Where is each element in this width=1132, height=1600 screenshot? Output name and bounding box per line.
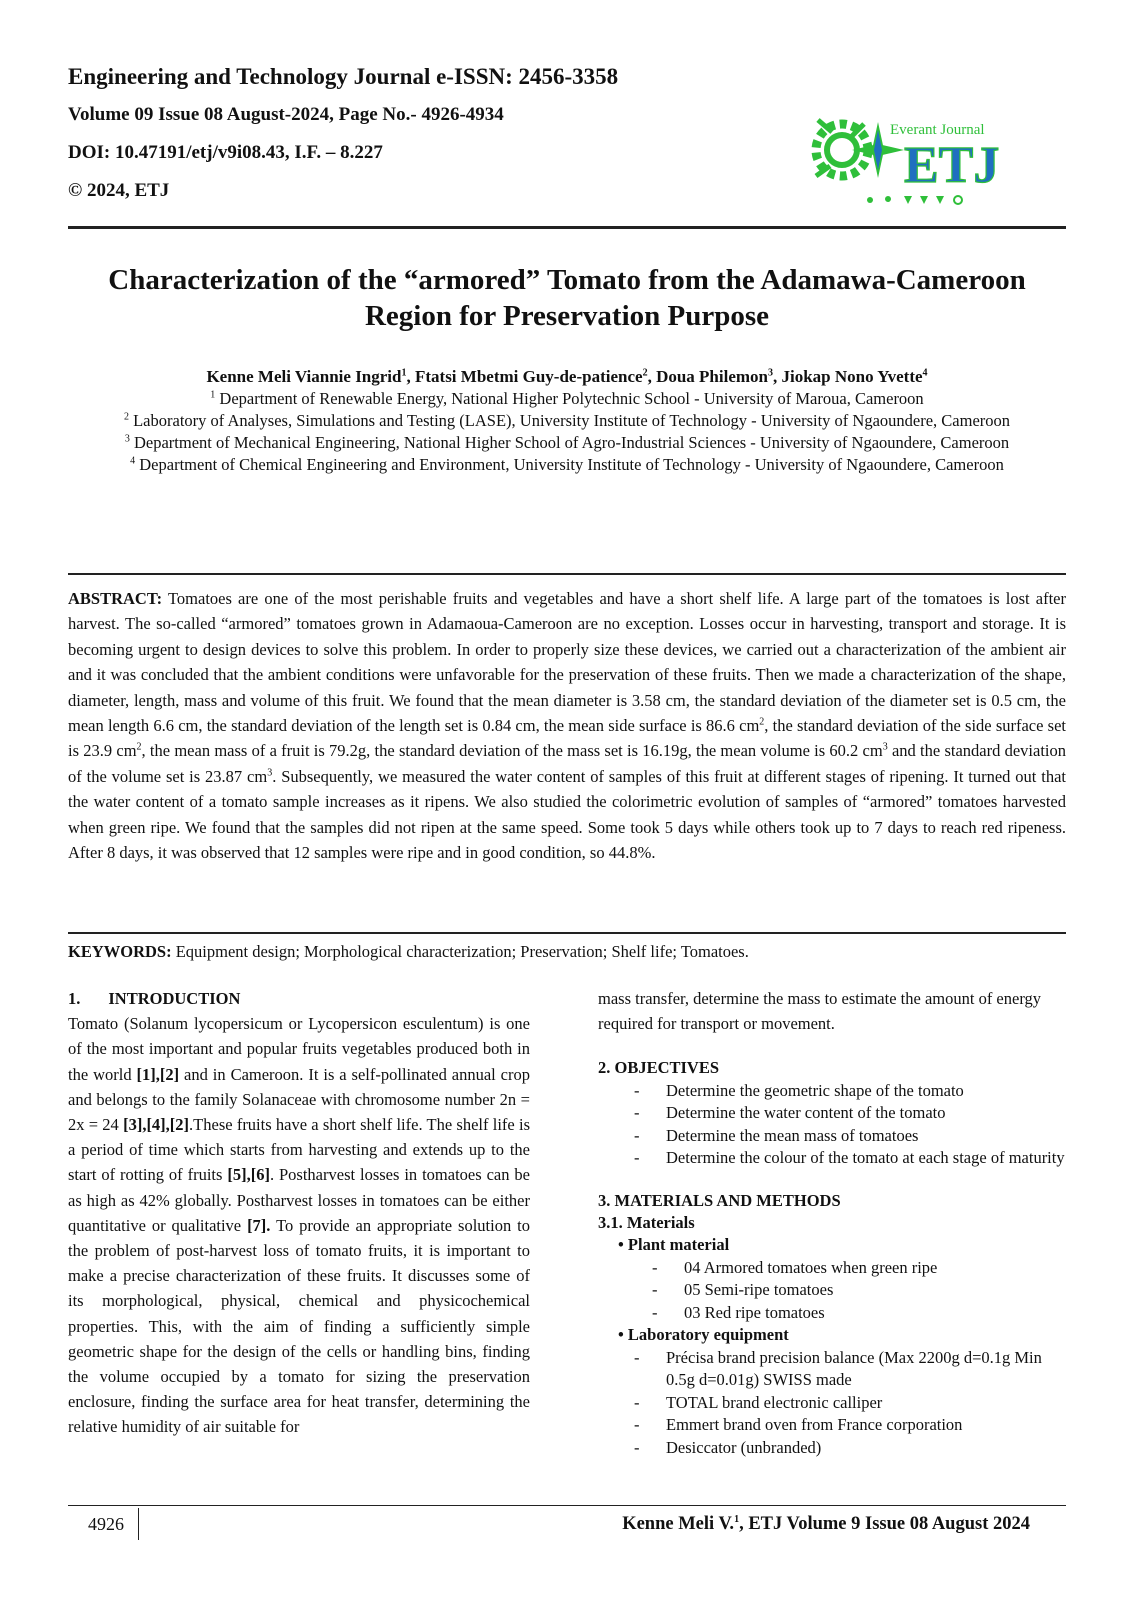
abstract-text-3: , the mean mass of a fruit is 79.2g, the standard deviation of the mass set is 16.19g, the mean volume is 60.2 cm xyxy=(141,741,883,761)
affiliation-2-sup: 2 xyxy=(123,411,129,423)
list-item: - 05 Semi-ripe tomatoes xyxy=(598,1279,1066,1302)
intro-text-2: and in Cameroon. It is a self-pollinated annual crop and belongs to the family Solanaceae with chromosome number 2n = 2x = 24 xyxy=(68,1064,530,1135)
intro-text-5: To provide an appropriate solution to the problem of post-harvest loss of tomato fruits, it is important to make a precise characterization of these fruits. It discusses some of its morphological, physical, chemical and physicochemical properties. This, with the aim of finding a sufficiently simple geometric shape for the design of the cells or handling bins, finding the volume occupied by a tomato for sizing the preservation enclosure, finding the surface area for heat transfer, determining the relative humidity of air suitable for xyxy=(68,1215,530,1437)
citation: [5],[6] xyxy=(227,1165,270,1185)
header-rule xyxy=(68,226,1066,229)
list-item: - Determine the geometric shape of the tomato xyxy=(598,1080,1066,1103)
list-item: - Determine the water content of the tomato xyxy=(598,1102,1066,1125)
author-3-sup: 3 xyxy=(768,367,773,379)
affiliation-4-text: Department of Chemical Engineering and Environment, University Institute of Technology - University of Ngaoundere, Cameroon xyxy=(139,455,1004,474)
journal-volume: Volume 09 Issue 08 August-2024, Page No.- 4926-4934 xyxy=(68,104,504,125)
logo-main-text: ETJ xyxy=(904,137,1000,194)
intro-heading-num: 1. xyxy=(68,989,81,1008)
intro-continued: mass transfer, determine the mass to estimate the amount of energy required for transport or movement. xyxy=(598,989,1042,1034)
list-item: - Determine the mean mass of tomatoes xyxy=(598,1125,1066,1148)
list-item: - TOTAL brand electronic calliper xyxy=(598,1392,1066,1415)
abstract-sup-3: 3 xyxy=(882,741,888,753)
objectives-list xyxy=(598,1080,1066,1170)
author-sep: , xyxy=(647,367,657,386)
author-block xyxy=(68,366,1066,476)
running-footer xyxy=(622,1514,1030,1535)
plant-material-list xyxy=(598,1257,1066,1325)
journal-doi: DOI: 10.47191/etj/v9i08.43, I.F. – 8.227 xyxy=(68,142,383,163)
gear-icon xyxy=(816,120,868,176)
affiliation-1 xyxy=(68,388,1066,410)
abstract xyxy=(68,586,1066,865)
keywords-rule xyxy=(68,932,1066,934)
list-item: - 03 Red ripe tomatoes xyxy=(598,1302,1066,1325)
abstract-text-5: . Subsequently, we measured the water content of samples of this fruit at different stages of ripening. It turned out that the water content of a tomato sample increases as it ripens. We also studied the colorimetric evolution of samples of “armored” tomatoes harvested when green ripe. We found that the samples did not ripen at the same speed. Some took 5 days while others took up to 7 days to reach red ripeness. After 8 days, it was observed that 12 samples were ripe and in good condition, so 44.8%. xyxy=(68,766,1066,863)
intro-text-4: . Postharvest losses in tomatoes can be as high as 42% globally. Postharvest losses in tomatoes can be either quantitative or qualitative xyxy=(68,1165,530,1235)
list-item: - 04 Armored tomatoes when green ripe xyxy=(598,1257,1066,1280)
keywords-label: KEYWORDS: xyxy=(68,942,172,961)
intro-text-1: Tomato (Solanum lycopersicum or Lycopersicon esculentum) is one of the most important and popular fruits vegetables produced both in the world xyxy=(68,1014,530,1084)
list-item: - Précisa brand precision balance (Max 2200g d=0.1g Min 0.5g d=0.01g) SWISS made xyxy=(598,1347,1066,1392)
journal-name: Engineering and Technology Journal e-ISSN: 2456-3358 xyxy=(68,64,619,89)
running-footer-author: Kenne Meli V. xyxy=(622,1514,735,1534)
footer-divider xyxy=(138,1508,139,1540)
paper-title: Characterization of the “armored” Tomato from the Adamawa-Cameroon Region for Preservation Purpose xyxy=(108,264,1026,332)
lab-equipment-label: • Laboratory equipment xyxy=(618,1325,789,1345)
affiliation-3 xyxy=(68,432,1066,454)
list-item: - Emmert brand oven from France corporation xyxy=(598,1414,1066,1437)
abstract-sup-2: 2 xyxy=(136,741,142,753)
running-footer-text: , ETJ Volume 9 Issue 08 August 2024 xyxy=(739,1514,1030,1534)
author-sep: , xyxy=(406,367,415,386)
page-number: 4926 xyxy=(88,1514,124,1534)
affiliation-2-text: Laboratory of Analyses, Simulations and Testing (LASE), University Institute of Technology - University of Ngaoundere, Cameroon xyxy=(133,411,1011,430)
abstract-label: ABSTRACT: xyxy=(68,589,163,608)
author-4: Jiokap Nono Yvette xyxy=(781,367,923,386)
intro-paragraph xyxy=(68,1011,530,1439)
author-2: Ftatsi Mbetmi Guy-de-patience xyxy=(414,367,643,386)
abstract-text-4: and the standard deviation of the volume set is 23.87 cm xyxy=(68,741,1066,786)
intro-heading-text: INTRODUCTION xyxy=(108,989,241,1008)
abstract-text-1: Tomatoes are one of the most perishable fruits and vegetables and have a short shelf life. A large part of the tomatoes is lost after harvest. The so-called “armored” tomatoes grown in Adamaoua-Cameroon are no exception. Losses occur in harvesting, transport and storage. It is becoming urgent to design devices to solve this problem. In order to properly size these devices, we carried out a characterization of the ambient air and it was concluded that the ambient conditions were unfavorable for the preservation of these fruits. Then we made a characterization of the shape, diameter, length, mass and volume of this fruit. We found that the mean diameter is 3.58 cm, the standard deviation of the diameter set is 0.5 cm, the mean length 6.6 cm, the standard deviation of the length set is 0.84 cm, the mean side surface is 86.6 cm xyxy=(68,589,1066,736)
affiliation-1-sup: 1 xyxy=(210,389,216,401)
affiliation-1-text: Department of Renewable Energy, National Higher Polytechnic School - University of Maroua, Cameroon xyxy=(219,389,924,408)
list-item: - Determine the colour of the tomato at each stage of maturity xyxy=(598,1147,1066,1170)
keywords xyxy=(68,941,1066,963)
running-footer-sup: 1 xyxy=(734,1513,740,1525)
methods-heading: 3. MATERIALS AND METHODS xyxy=(598,1190,841,1210)
decor-marks xyxy=(867,196,962,204)
citation: [3],[4],[2] xyxy=(123,1115,190,1135)
author-4-sup: 4 xyxy=(922,367,928,379)
affiliation-2 xyxy=(68,410,1066,432)
intro-heading xyxy=(68,986,530,1011)
logo-top-text: Everant Journal xyxy=(890,122,985,138)
plant-material-label: • Plant material xyxy=(618,1235,730,1255)
keywords-text: Equipment design; Morphological characterization; Preservation; Shelf life; Tomatoes. xyxy=(171,942,749,961)
author-2-sup: 2 xyxy=(642,367,648,379)
author-3: Doua Philemon xyxy=(656,367,768,386)
left-column xyxy=(68,986,530,1440)
abstract-text-2: , the standard deviation of the side surface set is 23.9 cm xyxy=(68,716,1066,761)
lab-equipment-list xyxy=(598,1347,1066,1460)
author-list xyxy=(68,366,1066,388)
author-1: Kenne Meli Viannie Ingrid xyxy=(206,367,402,386)
author-sep: , xyxy=(773,367,782,386)
affiliation-4-sup: 4 xyxy=(130,455,136,467)
affiliation-3-text: Department of Mechanical Engineering, National Higher School of Agro-Industrial Sciences - University of Ngaoundere, Cameroon xyxy=(133,433,1010,452)
objectives-heading: 2. OBJECTIVES xyxy=(598,1058,720,1078)
affiliation-4 xyxy=(68,454,1066,476)
etj-logo xyxy=(808,102,1018,212)
right-column xyxy=(598,986,1066,1459)
abstract-top-rule xyxy=(68,573,1066,575)
list-item: - Desiccator (unbranded) xyxy=(598,1437,1066,1460)
abstract-sup-4: 3 xyxy=(267,767,273,779)
materials-subheading: 3.1. Materials xyxy=(598,1213,695,1233)
intro-text-3: .These fruits have a short shelf life. The shelf life is a period of time which starts from harvesting and extends up to the start of rotting of fruits xyxy=(68,1115,530,1185)
journal-copyright: © 2024, ETJ xyxy=(68,180,170,201)
author-1-sup: 1 xyxy=(401,367,407,379)
affiliation-3-sup: 3 xyxy=(124,433,130,445)
abstract-sup-1: 2 xyxy=(759,716,765,728)
citation: [7]. xyxy=(247,1215,271,1235)
citation: [1],[2] xyxy=(136,1064,180,1084)
footer-rule xyxy=(68,1505,1066,1506)
journal-header xyxy=(68,66,708,201)
